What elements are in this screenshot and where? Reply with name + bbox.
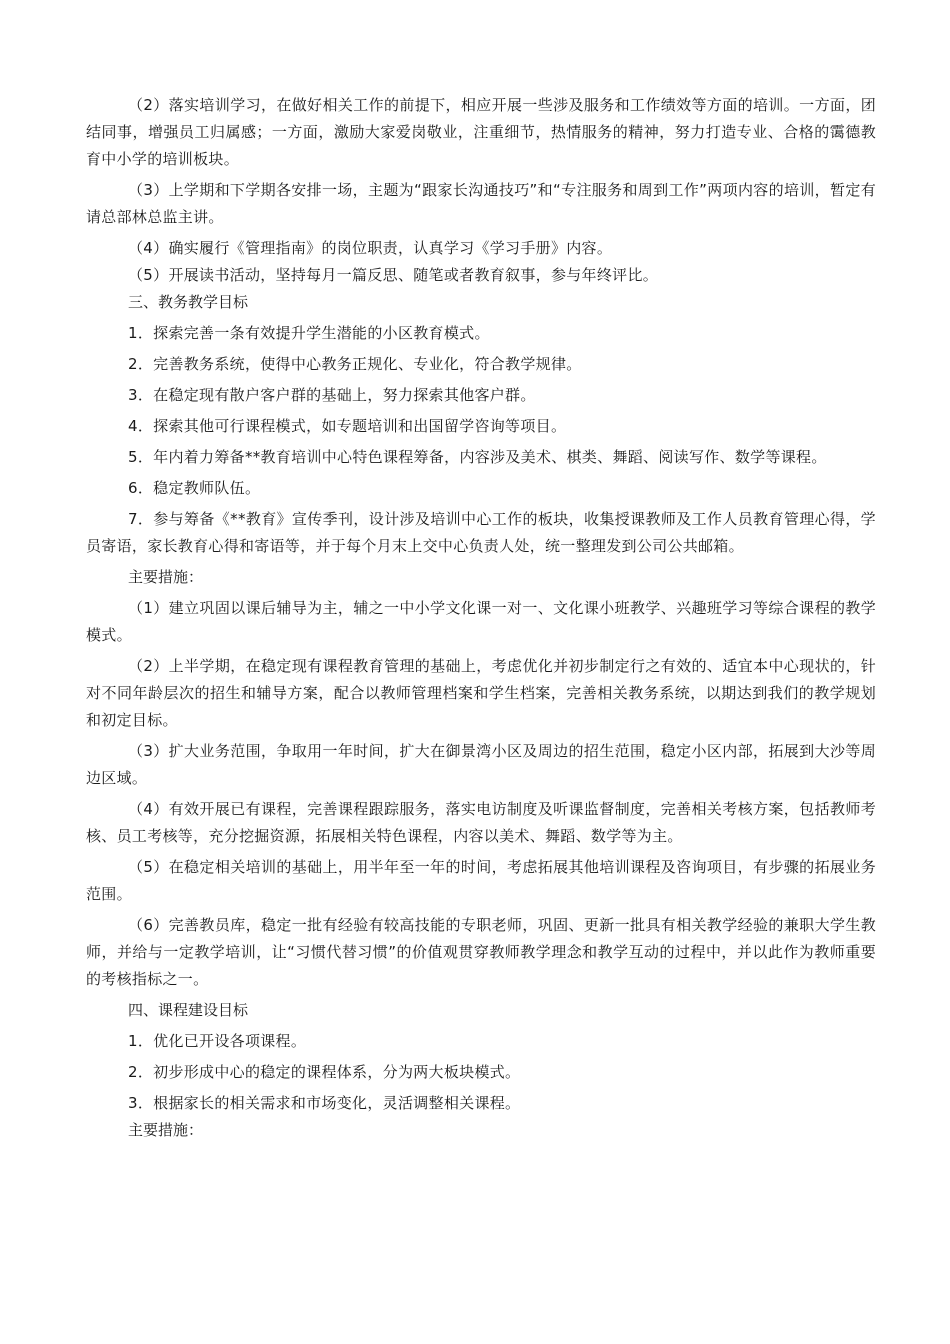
course-goal-3: 3．根据家长的相关需求和市场变化，灵活调整相关课程。 <box>128 1094 521 1112</box>
measure-item-2: （2）上半学期，在稳定现有课程教育管理的基础上，考虑优化并初步制定行之有效的、适宜本中心现状的，针对不同年龄层次的招生和辅导方案，配合以教师管理档案和学生档案，完善相关教务系统，以期达到我们的教学规划和初定目标。 <box>86 657 876 729</box>
goal-item-2: 2．完善教务系统，使得中心教务正规化、专业化，符合教学规律。 <box>128 355 582 373</box>
paragraph-management-guide: （4）确实履行《管理指南》的岗位职责，认真学习《学习手册》内容。 <box>128 239 613 257</box>
goal-item-5: 5．年内着力筹备**教育培训中心特色课程筹备，内容涉及美术、棋类、舞蹈、阅读写作、数学等课程。 <box>128 448 827 466</box>
document-page <box>86 92 876 1148</box>
measure-item-6: （6）完善教员库，稳定一批有经验有较高技能的专职老师，巩固、更新一批具有相关教学经验的兼职大学生教师，并给与一定教学培训，让“习惯代替习惯”的价值观贯穿教师教学理念和教学互动的过程中，并以此作为教师重要的考核指标之一。 <box>86 916 876 988</box>
paragraph-training-study: （2）落实培训学习，在做好相关工作的前提下，相应开展一些涉及服务和工作绩效等方面的培训。一方面，团结同事，增强员工归属感；一方面，激励大家爱岗敬业，注重细节，热情服务的精神，努力打造专业、合格的霭德教育中小学的培训板块。 <box>86 96 876 168</box>
goal-item-7: 7．参与筹备《**教育》宣传季刊，设计涉及培训中心工作的板块，收集授课教师及工作人员教育管理心得，学员寄语，家长教育心得和寄语等，并于每个月末上交中心负责人处，统一整理发到公司公共邮箱。 <box>86 510 876 555</box>
course-goal-1: 1．优化已开设各项课程。 <box>128 1032 307 1050</box>
measure-item-5: （5）在稳定相关培训的基础上，用半年至一年的时间，考虑拓展其他培训课程及咨询项目，有步骤的拓展业务范围。 <box>86 858 876 903</box>
measure-item-1: （1）建立巩固以课后辅导为主，辅之一中小学文化课一对一、文化课小班教学、兴趣班学习等综合课程的教学模式。 <box>86 599 876 644</box>
goal-item-4: 4．探索其他可行课程模式，如专题培训和出国留学咨询等项目。 <box>128 417 567 435</box>
section-heading-course-goals: 四、课程建设目标 <box>128 1001 249 1019</box>
section-heading-teaching-goals: 三、教务教学目标 <box>128 293 249 311</box>
goal-item-3: 3．在稳定现有散户客户群的基础上，努力探索其他客户群。 <box>128 386 536 404</box>
paragraph-training-sessions: （3）上学期和下学期各安排一场，主题为“跟家长沟通技巧”和“专注服务和周到工作”两项内容的培训，暂定有请总部林总监主讲。 <box>86 181 876 226</box>
course-goal-2: 2．初步形成中心的稳定的课程体系，分为两大板块模式。 <box>128 1063 521 1081</box>
paragraph-reading-activity: （5）开展读书活动，坚持每月一篇反思、随笔或者教育叙事，参与年终评比。 <box>128 266 659 284</box>
measure-item-4: （4）有效开展已有课程，完善课程跟踪服务，落实电访制度及听课监督制度，完善相关考核方案，包括教师考核、员工考核等，充分挖掘资源，拓展相关特色课程，内容以美术、舞蹈、数学等为主。 <box>86 800 876 845</box>
goal-item-6: 6．稳定教师队伍。 <box>128 479 261 497</box>
measure-item-3: （3）扩大业务范围，争取用一年时间，扩大在御景湾小区及周边的招生范围，稳定小区内部，拓展到大沙等周边区域。 <box>86 742 876 787</box>
measures-heading-2: 主要措施： <box>128 1121 204 1139</box>
goal-item-1: 1．探索完善一条有效提升学生潜能的小区教育模式。 <box>128 324 490 342</box>
measures-heading: 主要措施： <box>128 568 204 586</box>
